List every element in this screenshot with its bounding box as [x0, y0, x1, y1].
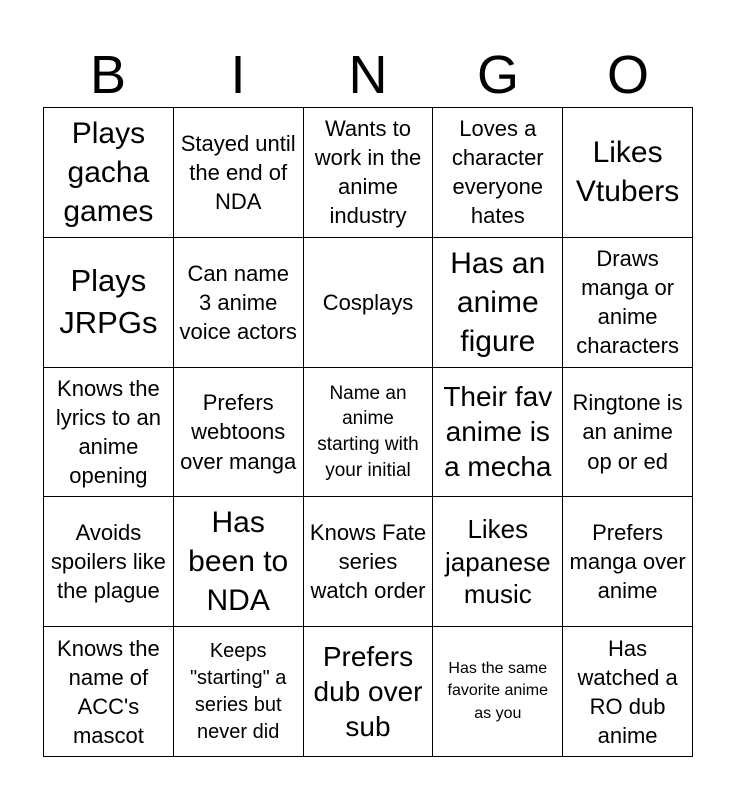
header-letter-g: G — [476, 45, 519, 105]
header-letter-o: O — [606, 45, 649, 105]
bingo-cell[interactable] — [44, 497, 174, 627]
bingo-board — [43, 107, 693, 757]
cell-text: Prefers manga over anime — [569, 520, 686, 604]
bingo-cell[interactable] — [304, 497, 434, 627]
bingo-cell[interactable] — [433, 108, 563, 238]
cell-text: Has watched a RO dub anime — [577, 635, 678, 748]
bingo-cell[interactable] — [433, 368, 563, 498]
cell-text: Stayed until the end of NDA — [180, 130, 296, 214]
bingo-cell[interactable] — [174, 368, 304, 498]
cell-text: Has been to NDA — [188, 506, 289, 618]
bingo-cell[interactable] — [563, 108, 693, 238]
bingo-cell[interactable] — [563, 497, 693, 627]
cell-text: Avoids spoilers like the plague — [50, 520, 166, 604]
bingo-cell[interactable] — [433, 627, 563, 757]
cell-text: Knows the name of ACC's mascot — [57, 635, 160, 748]
bingo-cell[interactable] — [44, 368, 174, 498]
cell-text: Has the same favorite anime as you — [447, 660, 549, 722]
bingo-cell[interactable] — [433, 497, 563, 627]
bingo-cell[interactable] — [563, 368, 693, 498]
cell-text: Prefers dub over sub — [313, 641, 423, 743]
cell-text: Loves a character everyone hates — [451, 116, 544, 229]
cell-text: Their fav anime is a mecha — [443, 381, 553, 483]
bingo-header — [43, 44, 693, 106]
cell-text: Wants to work in the anime industry — [314, 116, 422, 229]
header-letter-n: N — [348, 45, 388, 105]
header-letter-b: B — [89, 45, 127, 105]
bingo-cell[interactable] — [304, 238, 434, 368]
cell-text: Knows Fate series watch order — [309, 520, 427, 604]
cell-text: Knows the lyrics to an anime opening — [55, 375, 161, 489]
cell-text: Keeps "starting" a series but never did — [189, 639, 287, 743]
bingo-cell[interactable] — [304, 627, 434, 757]
cell-text: Plays JRPGs — [59, 263, 158, 341]
cell-text: Prefers webtoons over manga — [180, 390, 297, 474]
cell-text: Plays gacha games — [63, 116, 154, 228]
cell-text: Ringtone is an anime op or ed — [572, 390, 683, 474]
bingo-cell[interactable] — [174, 238, 304, 368]
header-letter-i: I — [230, 45, 246, 105]
cell-text: Likes Vtubers — [575, 136, 680, 209]
bingo-cell[interactable] — [174, 108, 304, 238]
bingo-cell[interactable] — [44, 627, 174, 757]
cell-text: Cosplays — [322, 289, 414, 315]
bingo-cell[interactable] — [563, 238, 693, 368]
cell-text: Draws manga or anime characters — [576, 246, 679, 359]
bingo-cell[interactable] — [563, 627, 693, 757]
bingo-cell[interactable] — [174, 497, 304, 627]
cell-text: Name an anime starting with your initial — [317, 382, 419, 481]
cell-text: Likes japanese music — [445, 514, 551, 610]
bingo-cell[interactable] — [174, 627, 304, 757]
bingo-cell[interactable] — [304, 368, 434, 498]
bingo-cell[interactable] — [44, 238, 174, 368]
bingo-cell[interactable] — [433, 238, 563, 368]
bingo-cell[interactable] — [44, 108, 174, 238]
cell-text: Can name 3 anime voice actors — [179, 260, 297, 344]
bingo-cell[interactable] — [304, 108, 434, 238]
cell-text: Has an anime figure — [450, 246, 546, 358]
